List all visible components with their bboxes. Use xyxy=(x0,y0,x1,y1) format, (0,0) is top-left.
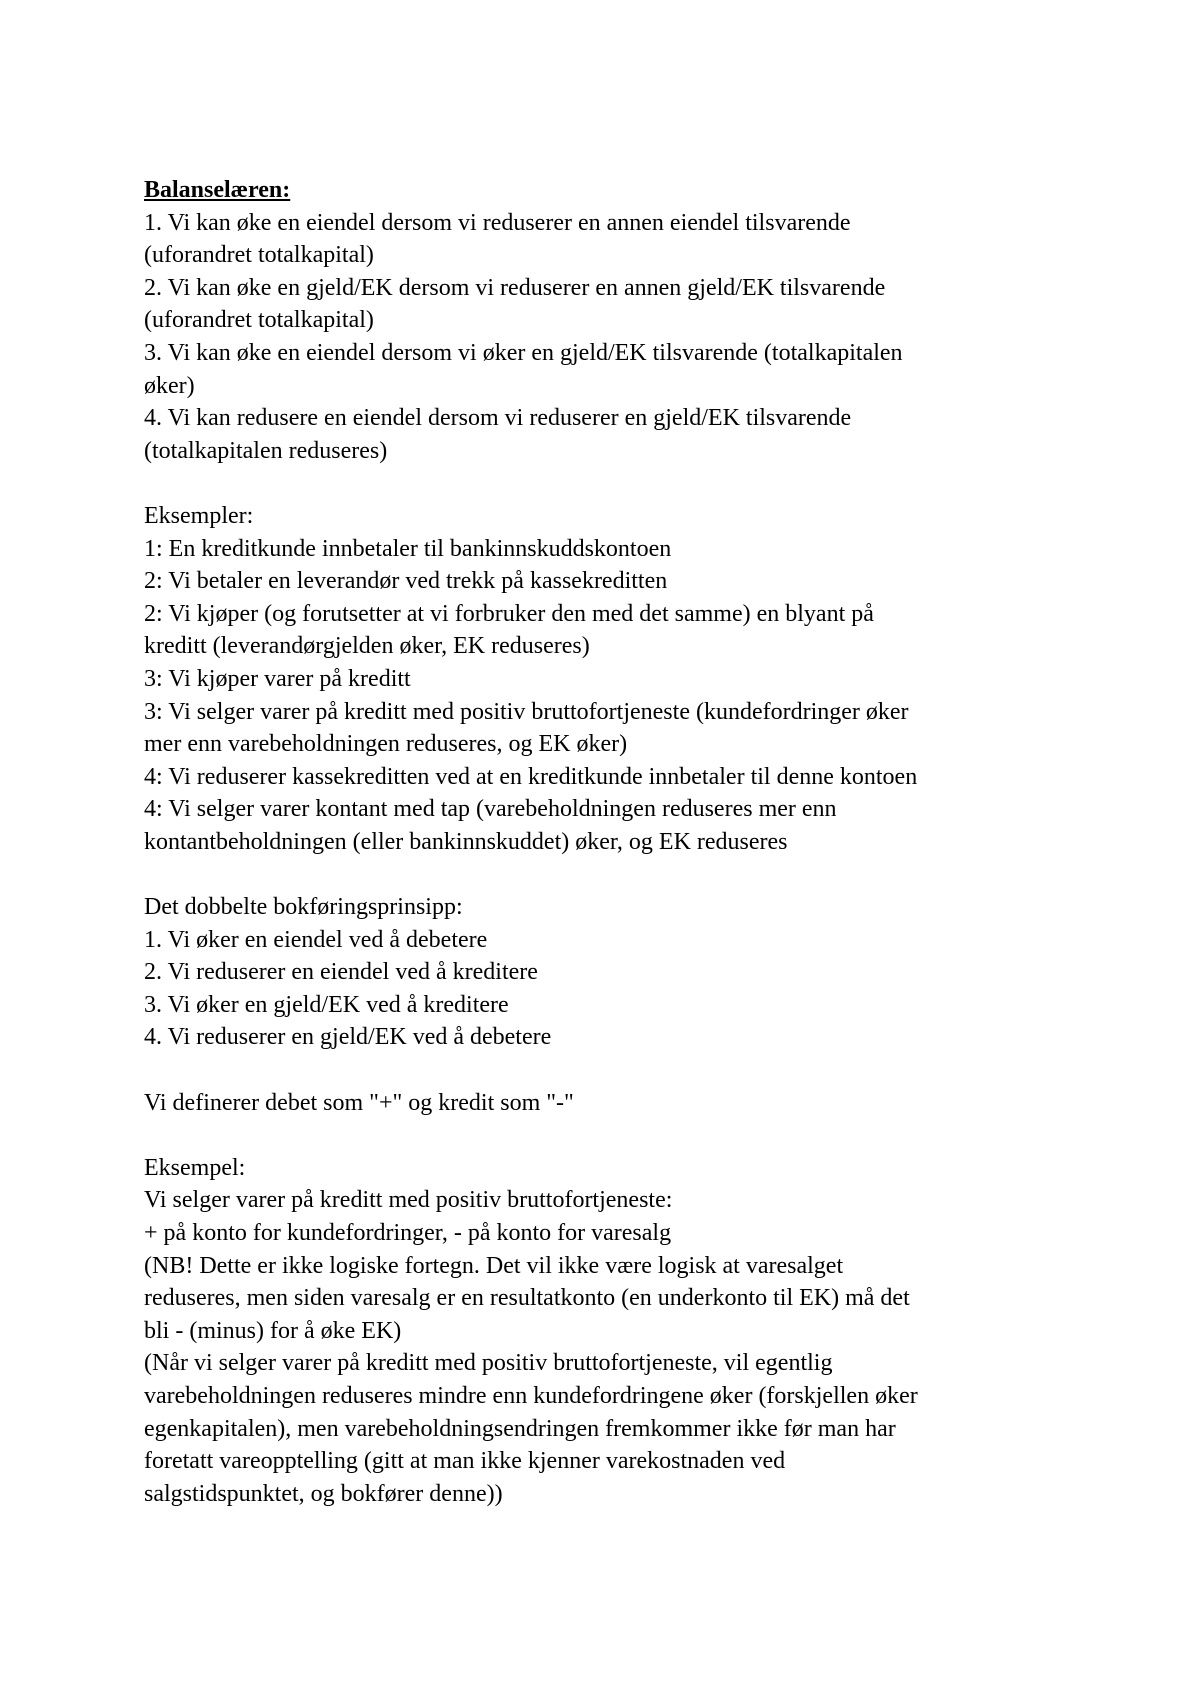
example-detail-line: salgstidspunktet, og bokfører denne)) xyxy=(144,1480,503,1507)
examples-heading: Eksempler: xyxy=(144,502,254,529)
example-detail-line: egenkapitalen), men varebeholdningsendringen fremkommer ikke før man har xyxy=(144,1415,896,1442)
balance-section xyxy=(144,174,1074,467)
example-section xyxy=(144,1152,1074,1511)
example-heading: Eksempel: xyxy=(144,1154,246,1181)
double-entry-line: 2. Vi reduserer en eiendel ved å kreditere xyxy=(144,959,538,986)
balance-line: (uforandret totalkapital) xyxy=(144,307,374,334)
example-line: kreditt (leverandørgjelden øker, EK reduseres) xyxy=(144,633,590,660)
example-detail-line: reduseres, men siden varesalg er en resultatkonto (en underkonto til EK) må det xyxy=(144,1285,910,1312)
example-detail-line: Vi selger varer på kreditt med positiv bruttofortjeneste: xyxy=(144,1187,673,1214)
example-detail-line: foretatt vareopptelling (gitt at man ikke kjenner varekostnaden ved xyxy=(144,1448,786,1475)
example-line: kontantbeholdningen (eller bankinnskuddet) øker, og EK reduseres xyxy=(144,828,788,855)
balance-line: 1. Vi kan øke en eiendel dersom vi reduserer en annen eiendel tilsvarende xyxy=(144,209,851,236)
examples-section xyxy=(144,500,1074,859)
example-line: 3: Vi kjøper varer på kreditt xyxy=(144,665,411,692)
definition-text: Vi definerer debet som "+" og kredit som "-" xyxy=(144,1089,574,1116)
example-detail-line: (NB! Dette er ikke logiske fortegn. Det vil ikke være logisk at varesalget xyxy=(144,1252,844,1279)
balance-line: 3. Vi kan øke en eiendel dersom vi øker en gjeld/EK tilsvarende (totalkapitalen xyxy=(144,339,903,366)
example-line: 2: Vi betaler en leverandør ved trekk på kassekreditten xyxy=(144,568,668,595)
example-line: 1: En kreditkunde innbetaler til bankinnskuddskontoen xyxy=(144,535,672,562)
example-detail-line: varebeholdningen reduseres mindre enn kundefordringene øker (forskjellen øker xyxy=(144,1382,918,1409)
double-entry-section xyxy=(144,891,1074,1054)
double-entry-line: 1. Vi øker en eiendel ved å debetere xyxy=(144,926,488,953)
example-line: 4: Vi selger varer kontant med tap (varebeholdningen reduseres mer enn xyxy=(144,796,837,823)
balance-line: (uforandret totalkapital) xyxy=(144,242,374,269)
example-detail-line: bli - (minus) for å øke EK) xyxy=(144,1317,402,1344)
double-entry-heading: Det dobbelte bokføringsprinsipp: xyxy=(144,894,463,921)
balance-line: øker) xyxy=(144,372,195,399)
balance-heading: Balanselæren: xyxy=(144,177,291,203)
double-entry-line: 4. Vi reduserer en gjeld/EK ved å debetere xyxy=(144,1024,552,1051)
example-line: mer enn varebeholdningen reduseres, og EK øker) xyxy=(144,731,628,758)
document-page xyxy=(144,174,1074,1510)
example-line: 3: Vi selger varer på kreditt med positiv bruttofortjeneste (kundefordringer øker xyxy=(144,698,909,725)
double-entry-line: 3. Vi øker en gjeld/EK ved å kreditere xyxy=(144,991,509,1018)
balance-line: 4. Vi kan redusere en eiendel dersom vi reduserer en gjeld/EK tilsvarende xyxy=(144,405,852,432)
example-line: 2: Vi kjøper (og forutsetter at vi forbruker den med det samme) en blyant på xyxy=(144,600,874,627)
balance-line: (totalkapitalen reduseres) xyxy=(144,437,388,464)
definition-section xyxy=(144,1087,1074,1120)
example-line: 4: Vi reduserer kassekreditten ved at en kreditkunde innbetaler til denne kontoen xyxy=(144,763,918,790)
example-detail-line: (Når vi selger varer på kreditt med positiv bruttofortjeneste, vil egentlig xyxy=(144,1350,833,1377)
balance-line: 2. Vi kan øke en gjeld/EK dersom vi reduserer en annen gjeld/EK tilsvarende xyxy=(144,274,886,301)
example-detail-line: + på konto for kundefordringer, - på konto for varesalg xyxy=(144,1220,672,1246)
